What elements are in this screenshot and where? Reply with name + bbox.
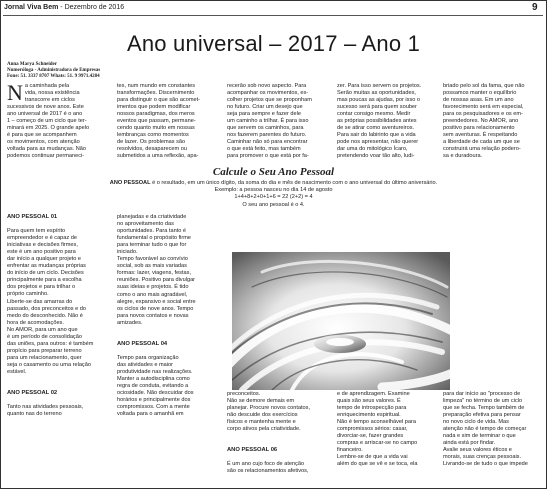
text-line: imentos que podem modificar (117, 104, 191, 111)
text-line: enriquecimento espiritual. (337, 412, 401, 419)
text-line: mas poucas as ajudas, por isso o (337, 97, 421, 104)
text-line: Não é tempo aconselhável para (337, 419, 416, 426)
text-line: Para sair do labirinto que a vida (337, 132, 416, 139)
text-line: compromissos sérios: casar, (337, 426, 408, 433)
text-line: as próprias possibilidades antes (337, 118, 417, 125)
text-line: e de aprendizagem. Examine (337, 391, 410, 397)
text-line: próprio caminho. (7, 291, 49, 298)
text-line: como o ano mais agradável, (117, 291, 188, 298)
text-line: enfrentar as mudanças próprias (7, 263, 86, 270)
text-line: no futuro. Criar um desejo que (227, 104, 303, 111)
text-line: ano universal de 2017 é o ano (7, 111, 83, 118)
text-line: social, sob as mais variadas (117, 263, 187, 270)
text-line: seja para sempre e fazer dele (227, 111, 302, 118)
pessoal-column-2 (117, 214, 219, 489)
text-line: divorciar-se, fazer grandes (337, 433, 404, 440)
text-line: é para que se acompanhem (7, 132, 77, 139)
section-text (7, 228, 109, 376)
column-text (337, 83, 439, 161)
spacer (7, 397, 109, 404)
text-line: nos fazerem parentes do futuro. (227, 132, 307, 139)
text-line: amizades. (117, 319, 143, 326)
text-line: no novo ciclo de vida. Mas (443, 419, 509, 426)
article-column-3 (227, 83, 329, 163)
text-line: para um relacionamento, quer (7, 354, 82, 361)
text-line: a liberdade de cada um que se (443, 139, 520, 146)
text-line: alegre, expansivo e social entre (117, 298, 196, 305)
column-text (117, 83, 219, 161)
text-line: quanto nas do terreno (7, 411, 62, 418)
text-line: Tanto nas atividades pessoais, (7, 404, 84, 411)
text-line: são os relacionamentos afetivos, (227, 468, 309, 475)
text-line: a caminhada pela (24, 83, 70, 89)
text-line: limpeza" no término de um ciclo (443, 398, 523, 405)
section-title-04: ANO PESSOAL 04 (117, 340, 168, 347)
text-line: hora de acomodações. (7, 319, 64, 326)
pessoal-column-5 (443, 391, 543, 489)
text-line: que se fecha. Tempo também de (443, 405, 525, 412)
text-line: Manter a autodisciplina como (117, 375, 190, 382)
text-line: submetidos a uma reflexão, apa- (117, 153, 199, 160)
text-line: físicos e mantenha mente e (227, 419, 296, 426)
text-line: compromissos. Com a mente (117, 404, 190, 411)
header-divider (3, 15, 543, 16)
text-line: lembranças como momentos (117, 132, 189, 139)
text-line: briado pelo sol da fama, que não (443, 83, 525, 89)
text-line: um caminho a trilhar. É para isso (227, 118, 309, 125)
section-title-06: ANO PESSOAL 06 (227, 447, 278, 454)
text-line: reuniões. Positivo para divulgar (117, 277, 196, 284)
text-line: colher projetos que se proponham (227, 97, 312, 104)
text-line: compras e arriscar-se no campo (337, 440, 418, 447)
text-line: de nossas asas. Em um ano (443, 97, 514, 104)
text-line: produtividade nas realizações. (117, 368, 193, 375)
drop-cap: N (7, 83, 23, 105)
text-line: quais são seus valores. É (337, 398, 401, 405)
column-text (443, 83, 543, 161)
text-line: Avalie seus valores éticos e (443, 447, 512, 454)
text-line: iniciativas e decisões firmes, (7, 242, 78, 249)
section-text (443, 391, 543, 469)
text-line: contar consigo mesmo. Medir (337, 111, 411, 118)
section-text (227, 461, 329, 475)
text-line: tes, num mundo em constantes (117, 83, 196, 89)
text-line: este é um ano positivo para (7, 249, 76, 256)
text-line: nada e sim de terminar o que (443, 433, 516, 440)
text-line: iniciado. (117, 249, 138, 256)
text-line: minará em 2025. O grande apelo (7, 125, 90, 132)
text-line: o que está feito, mas também (227, 146, 301, 153)
text-line: propício para preparar terreno (7, 347, 82, 354)
text-line: no aproveitamento das (117, 221, 174, 228)
text-line: não descuide dos exercícios (227, 412, 298, 419)
section-text (337, 391, 439, 469)
section-title-02: ANO PESSOAL 02 (7, 390, 58, 397)
text-line: transformações. Discernimento (117, 90, 195, 97)
spacer (7, 376, 109, 390)
section-heading: Calcule o Seu Ano Pessoal (212, 166, 335, 178)
article-column-5 (443, 83, 543, 163)
text-line: sem aventuras. É respeitando (443, 132, 518, 139)
text-line: passado, dos preconceitos e do (7, 305, 86, 312)
text-line: ociosidade. Não descuidar dos (117, 390, 194, 397)
text-line: para promover o que está por fa- (227, 153, 309, 160)
text-line: medo do desconhecido. Não é (7, 312, 83, 319)
text-line: para dar início ao "processo de (443, 391, 521, 397)
text-line: acompanhar os movimentos, es- (227, 90, 309, 97)
text-line: Não se demore demais em (227, 398, 295, 405)
text-line: horários e principalmente dos (117, 397, 191, 404)
swirl-graphic (232, 252, 450, 390)
text-line: nossos paradigmas, dos meros (117, 111, 195, 118)
article-title: Ano universal – 2017 – Ano 1 (126, 31, 421, 56)
text-line: preparação efetiva para pensar (443, 412, 521, 419)
intro-term: ANO PESSOAL (109, 180, 151, 186)
article-column-2 (117, 83, 219, 163)
text-line: zer. Para isso servem os projetos. (337, 83, 422, 89)
text-line: Tempo favorável ao convívio (117, 256, 188, 263)
spacer (227, 433, 329, 447)
text-line: corpo ativos pela criatividade. (227, 426, 301, 433)
text-line: favorecimento será em especial, (443, 104, 524, 111)
text-line: voltada para as mudanças. Não (7, 146, 86, 153)
text-line: Para quem tem espírito (7, 228, 66, 235)
section-text (7, 404, 109, 418)
section-title-01: ANO PESSOAL 01 (7, 214, 58, 220)
issue-date: - Dezembro de 2016 (60, 4, 125, 11)
text-line: No AMOR, para um ano que (7, 326, 78, 333)
article-column-1 (7, 83, 109, 163)
page-number: 9 (532, 2, 538, 13)
section-text (227, 391, 329, 433)
text-line: para os pesquisadores e os em- (443, 111, 523, 118)
text-line: possamos manter o equilíbrio (443, 90, 517, 97)
text-line: eventos que passam, permane- (117, 118, 196, 125)
text-line: das uniões, para outros: é também (7, 340, 94, 347)
text-line: dos projetos e para trilhar o (7, 284, 76, 291)
column-text (227, 83, 329, 161)
text-line: sa e duradoura. (443, 153, 483, 160)
text-line: de lazer. Os problemas são (117, 139, 186, 146)
text-line: recerão sob novo aspecto. Para (227, 83, 307, 89)
text-line: Caminhar não só para encontrar (227, 139, 308, 146)
text-line: tempo de introspecção para (337, 405, 407, 412)
text-line: preconceitos. (227, 391, 261, 397)
text-line: Tempo para organização (117, 354, 179, 361)
text-line: regra de conduta, evitando a (117, 382, 189, 389)
text-line: podemos continuar permaneci- (7, 153, 85, 160)
text-line: os movimentos, com atenção (7, 139, 80, 146)
text-line: É um ano cujo foco de atenção (227, 461, 305, 468)
calculation-explanation (4, 180, 543, 209)
section-text (117, 214, 219, 327)
text-line: morais, suas crenças pessoais. (443, 454, 522, 461)
calculation-intro (4, 180, 543, 187)
text-line: oportunidades. Para tanto é (117, 228, 187, 235)
text-line: Serão muitas as oportunidades, (337, 90, 416, 97)
spacer (117, 327, 219, 341)
text-line: os ciclos de nove anos. Tempo (117, 305, 194, 312)
text-line: para distinguir o que são acomet- (117, 97, 201, 104)
text-line: resolvidos, desaparecem ou (117, 146, 187, 153)
text-line: de se atirar como aventureiros. (337, 125, 415, 132)
author-name: Anna Marya Schneider (7, 62, 57, 67)
pessoal-column-4 (337, 391, 439, 489)
text-line: sucesso será para quem souber (337, 104, 417, 111)
text-line: das atividades e maior (117, 361, 173, 368)
text-line: dar uma do mitológico Ícaro, (337, 146, 408, 153)
text-line: voltada para o amanhã em (117, 411, 184, 418)
text-line: transcorre em ciclos (24, 97, 75, 104)
author-byline (7, 62, 100, 80)
text-line: dar início a qualquer projeto e (7, 256, 82, 263)
text-line: estável. (7, 368, 27, 375)
text-line: atenção não é tempo de começar (443, 426, 527, 433)
text-line: pretendendo voar tão alto, ludi- (337, 153, 415, 160)
text-line: para terminar tudo o que for (117, 242, 187, 249)
header-bar (4, 4, 124, 11)
text-line: cendo quanto muito em nossas (117, 125, 195, 132)
decorative-swirl-image (232, 252, 450, 390)
text-line: 1 – começo de um ciclo que ter- (7, 118, 87, 125)
text-line: preendedores. No AMOR, ano (443, 118, 519, 125)
text-line: formas: lazer, viagens, festas, (117, 270, 191, 277)
pessoal-column-3 (227, 391, 329, 489)
text-line: é um período de consolidação (7, 333, 82, 340)
text-line: para novos contatos e novas (117, 312, 189, 319)
text-line: Liberte-se das amarras do (7, 298, 73, 305)
text-line: seja o casamento ou uma relação (7, 361, 91, 368)
author-role: Numeróloga - Administradora de Empresas (7, 68, 101, 73)
text-line: planejadas e da criatividade (117, 214, 187, 220)
article-column-4 (337, 83, 439, 163)
text-line: pode nos apresentar, não querer (337, 139, 419, 146)
spacer (7, 221, 109, 228)
publication-name: Jornal Viva Bem (4, 4, 59, 11)
text-line: além do que se vê e se toca, ela (337, 461, 418, 468)
text-line: Livrando-se de tudo o que impede (443, 461, 528, 468)
text-line: principalmente para a escolha (7, 277, 82, 284)
text-line: Lembre-se de que a vida vai (337, 454, 408, 461)
spacer (117, 348, 219, 355)
text-line: que servem os caminhos, para (227, 125, 304, 132)
text-line: construirá uma relação podero- (443, 146, 521, 153)
text-line: empreendedor e é capaz de (7, 235, 77, 242)
text-line: suas ideias e projetos. É tido (117, 284, 189, 291)
text-line: financeiro. (337, 447, 363, 454)
text-line: vida, nossa existência (24, 90, 80, 97)
text-line: planejar. Procure novos contatos, (227, 405, 311, 412)
calculation-result: O seu ano pessoal é o 4. (242, 201, 305, 208)
text-line: sucessivos de nove anos. Este (7, 104, 84, 111)
calculation-formula: 1+4+8+2+0+1+6 = 22 (2+2) = 4 (234, 194, 313, 201)
section-text (117, 355, 219, 418)
text-line: fundamental o propósito firme (117, 235, 192, 242)
author-contact: Fone: 51. 3337 8707 Whats: 51. 9 9971.4284 (7, 74, 100, 79)
pessoal-column-1 (7, 214, 109, 489)
text-line: positivo para relacionamento (443, 125, 515, 132)
intro-text: é o resultado, em um único dígito, da soma do dia e mês de nascimento com o ano universal do último aniversário. (150, 180, 438, 186)
text-line: ainda está por findar. (443, 440, 496, 447)
text-line: do início de um ciclo. Decisões (7, 270, 84, 277)
calculation-example: Exemplo: a pessoa nasceu no dia 14 de agosto (214, 187, 333, 194)
